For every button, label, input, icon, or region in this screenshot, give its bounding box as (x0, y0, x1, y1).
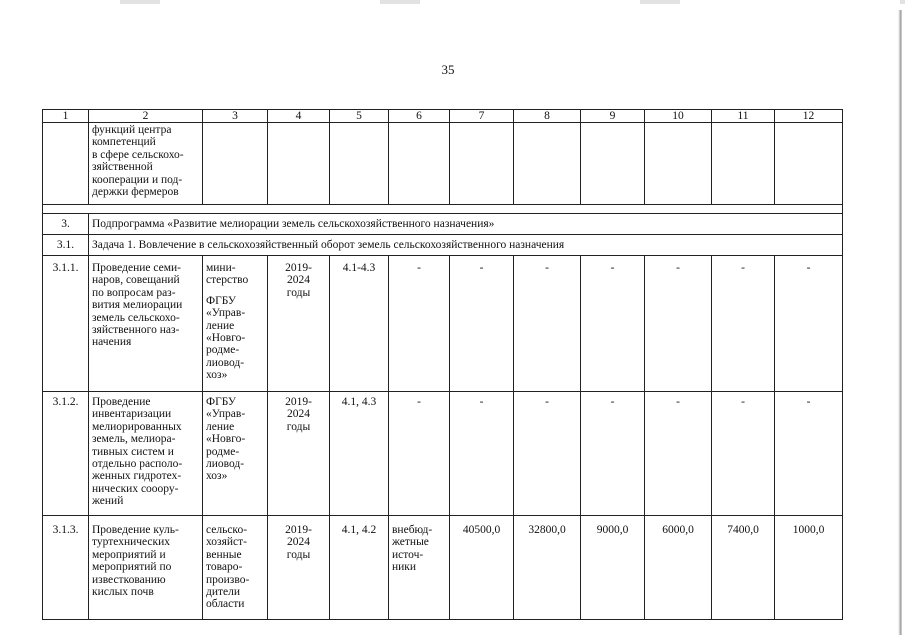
row-period: 2019- 2024 годы (268, 516, 330, 620)
row-name: Проведение семи- наров, совещаний по вопросам раз- вития мелиорации земель сельскохо- зяйственного наз- начения (89, 256, 203, 392)
row-executor: ФГБУ «Управ- ление «Новго- родме- лиовод- хоз» (203, 392, 268, 516)
row-value: 40500,0 (450, 516, 514, 620)
row-value: - (514, 256, 581, 392)
row-value: - (645, 256, 712, 392)
col-num: 3 (203, 110, 268, 123)
row-executor: сельско- хозяйст- венные товаро- произво- дители области (203, 516, 268, 620)
col-num: 5 (330, 110, 389, 123)
task-number: 3.1. (43, 235, 89, 256)
section-number: 3. (43, 214, 89, 235)
table-row-continued (43, 123, 843, 205)
col-num: 1 (43, 110, 89, 123)
row-name: Проведение инвентаризации мелиорированных земель, мелиора- тивных систем и отдельно располо- женных гидротех- нических сооору- жений (89, 392, 203, 516)
col-num: 12 (775, 110, 843, 123)
row-value: - (581, 392, 645, 516)
row-value: - (514, 392, 581, 516)
col-num: 2 (89, 110, 203, 123)
row-number: 3.1.3. (43, 516, 89, 620)
page-number: 35 (441, 62, 455, 77)
row-value: 7400,0 (712, 516, 775, 620)
row-name: Проведение куль- туртехнических мероприятий и мероприятий по известкованию кислых почв (89, 516, 203, 620)
program-table (42, 109, 843, 620)
table-row (43, 516, 843, 620)
row-number: 3.1.2. (43, 392, 89, 516)
row-period: 2019- 2024 годы (268, 256, 330, 392)
row-value: 32800,0 (514, 516, 581, 620)
task-row (43, 235, 843, 256)
row-period: 2019- 2024 годы (268, 392, 330, 516)
column-number-row (43, 110, 843, 123)
row-value: 1000,0 (775, 516, 843, 620)
section-title: Подпрограмма «Развитие мелиорации земель сельскохозяйственного назначения» (89, 214, 843, 235)
row-value: - (450, 392, 514, 516)
col-num: 9 (581, 110, 645, 123)
row-indicators: 4.1-4.3 (330, 256, 389, 392)
row-value: - (775, 256, 843, 392)
table-row (43, 256, 843, 392)
scan-edge (0, 0, 905, 4)
col-num: 7 (450, 110, 514, 123)
row-value: 9000,0 (581, 516, 645, 620)
row-indicators: 4.1, 4.2 (330, 516, 389, 620)
row-source: - (389, 256, 450, 392)
col-num: 11 (712, 110, 775, 123)
col-num: 4 (268, 110, 330, 123)
row-value: - (775, 392, 843, 516)
row-indicators: 4.1, 4.3 (330, 392, 389, 516)
row-value: - (581, 256, 645, 392)
col-num: 8 (514, 110, 581, 123)
row-source: - (389, 392, 450, 516)
row-executor: мини- стерство ФГБУ «Управ- ление «Новго- родме- лиовод- хоз» (203, 256, 268, 392)
section-row (43, 214, 843, 235)
col-num: 10 (645, 110, 712, 123)
row-number: 3.1.1. (43, 256, 89, 392)
row-value: - (712, 392, 775, 516)
row-value: - (645, 392, 712, 516)
row-value: - (450, 256, 514, 392)
spacer-row (43, 205, 843, 214)
col-num: 6 (389, 110, 450, 123)
row-value: - (712, 256, 775, 392)
continued-text: функций центра компетенций в сфере сельскохо- зяйственной кооперации и под- держки фермеров (89, 123, 203, 205)
row-value: 6000,0 (645, 516, 712, 620)
table-row (43, 392, 843, 516)
task-title: Задача 1. Вовлечение в сельскохозяйственный оборот земель сельскохозяйственного назначения (89, 235, 843, 256)
scan-edge-right (898, 10, 902, 635)
row-source: внебюд- жетные источ- ники (389, 516, 450, 620)
